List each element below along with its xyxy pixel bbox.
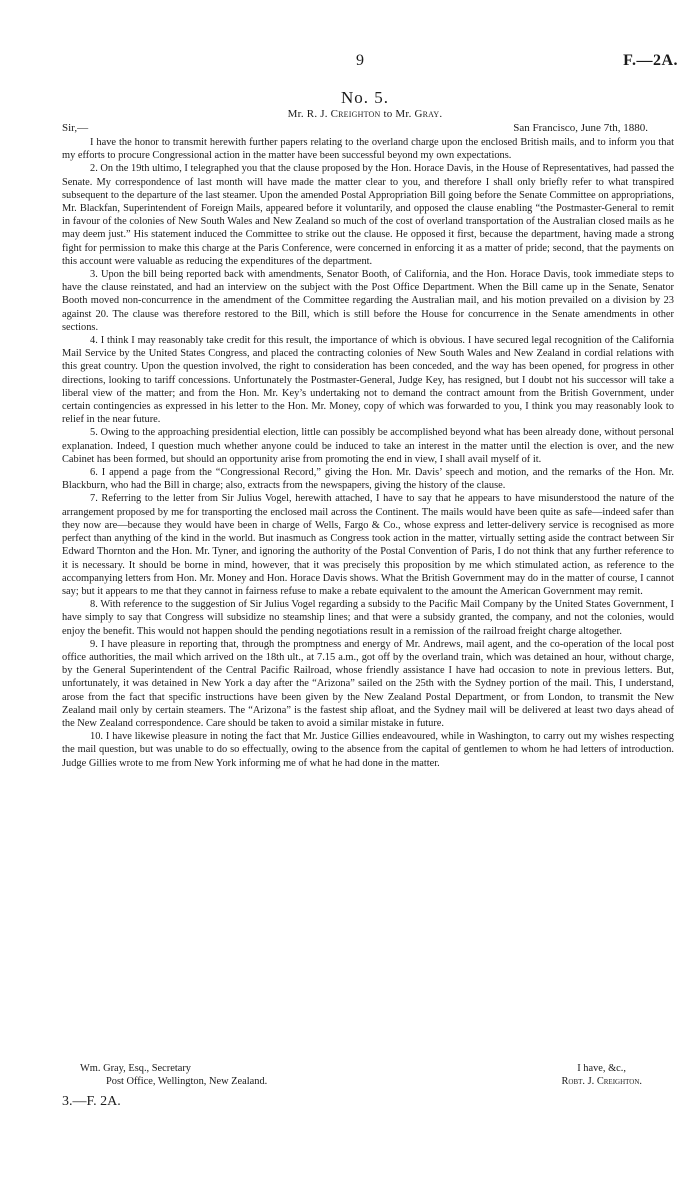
dateline: San Francisco, June 7th, 1880. xyxy=(513,122,648,134)
paragraph: 3. Upon the bill being reported back with amendments, Senator Booth, of California, and the Hon. Horace Davis, took immediate steps to have the clause reinstated, and had an interview on the subject with the Post Office Department. When the Bill came up in the Senate, Senator Booth moved non-concurrence in the amendment of the Committee regarding the Australian mail, and his motion prevailed on a division by 23 against 20. The clause was therefore restored to the Bill, which is still before the House for concurrence in the Senate amendments in other sections. xyxy=(62,269,674,333)
page-reference: F.—2A. xyxy=(623,52,678,69)
addressee-line-1: Wm. Gray, Esq., Secretary xyxy=(80,1063,191,1074)
paragraph: 2. On the 19th ultimo, I telegraphed you that the clause proposed by the Hon. Horace Davis, in the House of Representatives, had passed the Senate. My correspondence of last month will have made the matter clear to you, and therefore I shall only briefly refer to what transpired subsequent to the departure of the last steamer. Upon the amended Postal Appropriation Bill going before the Senate Committee on appropriations, Mr. Blackfan, Superintendent of Foreign Mails, appeared before it voluntarily, and opposed the clause enabling “the Postmaster-General to remit in favour of the colonies of New South Wales and New Zealand so much of the cost of overland transportation of the Australian closed mails as he may deem just.” His statement induced the Committee to strike out the clause. He opposed it first, because the department, having made a strong fight for permission to make this charge at the Paris Conference, were concerned in enforcing it as a matter of pride; second, that the payments on this account were valuable as reducing the expenditures of the department. xyxy=(62,163,674,267)
paragraph: 6. I append a page from the “Congressional Record,” giving the Hon. Mr. Davis’ speech and motion, and the remarks of the Hon. Mr. Blackburn, who had the Bill in charge; also, extracts from the newspapers, giving the history of the clause. xyxy=(62,467,674,492)
document-number: No. 5. xyxy=(340,88,390,107)
heading-sender: Creighton xyxy=(330,108,381,120)
letter-closing xyxy=(62,1062,674,1088)
footer-reference: 3.—F. 2A. xyxy=(62,1094,121,1109)
letter-heading xyxy=(0,108,700,120)
paragraph: 4. I think I may reasonably take credit for this result, the importance of which is obvious. I have secured legal recognition of the California Mail Service by the United States Congress, and placed the contracting colonies of New South Wales and New Zealand in cordial relations with this great country. Upon the question involved, the right to consideration has been conceded, and the way has been opened, for progress in other directions, looking to tariff concessions. Unfortunately the Postmaster-General, Judge Key, has resigned, but I doubt not his successor will take a liberal view of the matter; and from the Hon. Mr. Key’s undertaking not to demand the contract amount from the British Government, under certain contingencies as expressed in his letter to the Hon. Mr. Money, copy of which was forwarded to you, I think you may reasonably look to relief in the near future. xyxy=(62,335,674,426)
heading-mid: to Mr. xyxy=(380,108,415,120)
heading-recipient: Gray. xyxy=(414,108,443,120)
salutation: Sir,— xyxy=(62,122,89,134)
addressee-line-2: Post Office, Wellington, New Zealand. xyxy=(106,1076,268,1088)
valediction: I have, &c., xyxy=(577,1063,626,1074)
paragraph: I have the honor to transmit herewith further papers relating to the overland charge upon the enclosed British mails, and to inform you that my efforts to procure Congressional action in the matter have been successful beyond my own expectations. xyxy=(62,137,674,162)
paragraph: 10. I have likewise pleasure in noting the fact that Mr. Justice Gillies endeavoured, while in Washington, to carry out my wishes respecting the mail question, but was unable to do so effectually, owing to the absence from the capital of gentlemen to whom he had letters of introduction. Judge Gillies wrote to me from New York informing me of what he had done in the matter. xyxy=(62,731,674,769)
paragraph: 9. I have pleasure in reporting that, through the promptness and energy of Mr. Andrews, mail agent, and the co-operation of the local post office authorities, the mail which arrived on the 18th ult., at 7.15 a.m., got off by the overland train, which was detained an hour, without charge, by the General Superintendent of the Central Pacific Railroad, whose friendly assistance I have had occasion to note in previous letters. But, unfortunately, it was detained in New York a day after the “Arizona” sailed on the 25th with the Sydney portion of the mail. This, I understand, arose from the fact that specific instructions have been given by the New Zealand Postal Department, or from London, to transmit the New Zealand mail only by certain steamers. The “Arizona” is the fastest ship afloat, and the Sydney mail will be delivered at least two days ahead of the New Zealand correspondence. Care should be taken to avoid a similar mistake in future. xyxy=(62,638,674,729)
paragraph: 8. With reference to the suggestion of Sir Julius Vogel regarding a subsidy to the Pacific Mail Company by the United States Government, I have simply to say that Congress will subsidize no steamship lines; and that were a subsidy granted, the company, and not the colonies, would enjoy the benefit. This would not happen should the pending negotiations result in a remission of the railroad freight charge altogether. xyxy=(62,599,674,637)
signature: Robt. J. Creighton. xyxy=(561,1076,642,1088)
paragraph: 5. Owing to the approaching presidential election, little can possibly be accomplished beyond what has been already done, without personal explanation. Indeed, I question much whether anyone could be induced to take an interest in the matter until the election is over, and the new Cabinet has been formed, but should an opportunity arise from promoting the end in view, I shall avail myself of it. xyxy=(62,427,674,465)
heading-prefix: Mr. R. J. xyxy=(287,108,331,120)
paragraph: 7. Referring to the letter from Sir Julius Vogel, herewith attached, I have to say that he appears to have misunderstood the nature of the arrangement proposed by me for transporting the enclosed mail across the Continent. The mails would have been quite as safe—indeed safer than they now are—because they would have been in charge of Wells, Fargo & Co., whose express and letter-delivery service is recognised as more perfect than anything of the kind in the world. But inasmuch as Congress took action in the matter, virtually setting aside the contract between Sir Edward Thornton and the Hon. Mr. Tyner, and ignoring the authority of the Postal Convention of Paris, I do not think that any further reference to it is necessary. It should be borne in mind, however, that it was precisely this proposition by me which stimulated action, as reference to the accompanying letters from Hon. Mr. Money and Hon. Horace Davis shows. What the British Government may do in the matter of course, I cannot say; but it appears to me that they cannot in fairness refuse to make a rebate equivalent to the amount the American Government may remit. xyxy=(62,493,674,597)
page-number: 9 xyxy=(356,52,364,69)
letter-body xyxy=(62,136,674,770)
